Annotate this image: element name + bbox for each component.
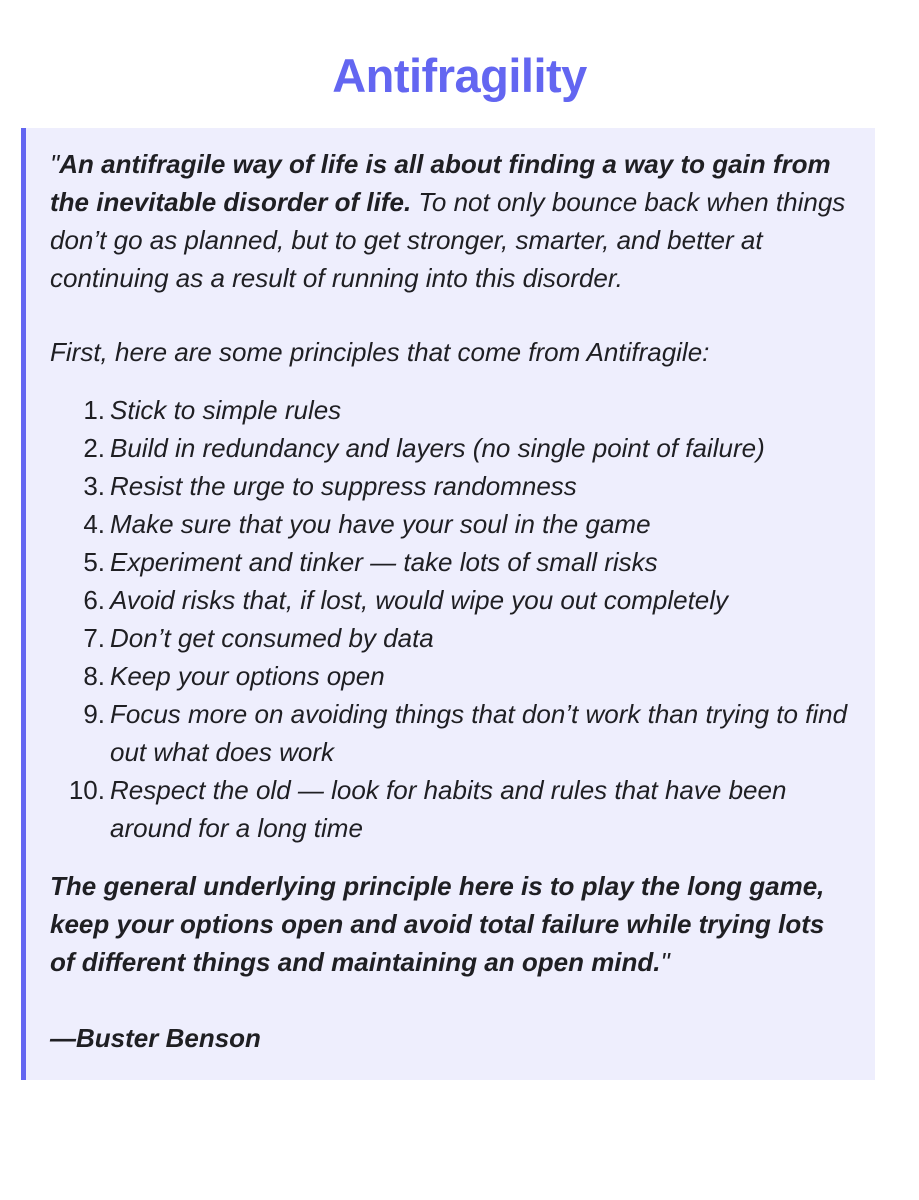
list-item-number: 7. — [83, 623, 105, 653]
open-quote-mark: " — [50, 149, 60, 179]
attribution: —Buster Benson — [50, 1023, 261, 1053]
list-item-text: Stick to simple rules — [110, 395, 342, 425]
list-item-text: Respect the old — look for habits and rules that have been around for a long time — [110, 775, 787, 843]
list-item — [50, 505, 855, 543]
list-item — [50, 429, 855, 467]
list-item-text: Avoid risks that, if lost, would wipe you out completely — [110, 585, 729, 615]
list-item — [50, 695, 855, 771]
list-item-number: 10. — [68, 775, 105, 805]
list-item-text: Focus more on avoiding things that don’t work than trying to find out what does work — [110, 699, 848, 767]
list-item — [50, 543, 855, 581]
closing-statement — [50, 867, 855, 981]
list-item — [50, 391, 855, 429]
list-item-number: 1. — [83, 395, 105, 425]
list-item — [50, 467, 855, 505]
list-item-text: Resist the urge to suppress randomness — [110, 471, 577, 501]
closing-bold-text: The general underlying principle here is to play the long game, keep your options open and avoid total failure while trying lots of different things and maintaining an open mind. — [50, 871, 825, 977]
list-item-number: 3. — [83, 471, 105, 501]
list-item-number: 4. — [83, 509, 105, 539]
list-item-text: Build in redundancy and layers (no single point of failure) — [110, 433, 765, 463]
list-item-number: 6. — [83, 585, 105, 615]
list-item-number: 5. — [83, 547, 105, 577]
quote-intro — [50, 145, 855, 297]
list-item-number: 9. — [83, 699, 105, 729]
list-item-text: Experiment and tinker — take lots of small risks — [110, 547, 658, 577]
page-title: Antifragility — [332, 49, 587, 102]
list-item-number: 2. — [83, 433, 105, 463]
intro-bold-text: An antifragile way of life is all about finding a way to gain from the inevitable disorder of life. — [50, 149, 831, 217]
principles-lead: First, here are some principles that come from Antifragile: — [50, 337, 710, 367]
list-item-text: Keep your options open — [110, 661, 385, 691]
list-item-text: Make sure that you have your soul in the game — [110, 509, 651, 539]
close-quote-mark: " — [660, 947, 670, 977]
intro-rest-text: To not only bounce back when things don’t go as planned, but to get stronger, smarter, and better at continuing as a result of running into this disorder. — [50, 187, 846, 293]
list-item-text: Don’t get consumed by data — [110, 623, 434, 653]
list-item — [50, 619, 855, 657]
list-item — [50, 771, 855, 847]
quote-block — [21, 128, 875, 1080]
list-item — [50, 657, 855, 695]
list-item-number: 8. — [83, 661, 105, 691]
list-item — [50, 581, 855, 619]
principles-list — [50, 391, 855, 847]
